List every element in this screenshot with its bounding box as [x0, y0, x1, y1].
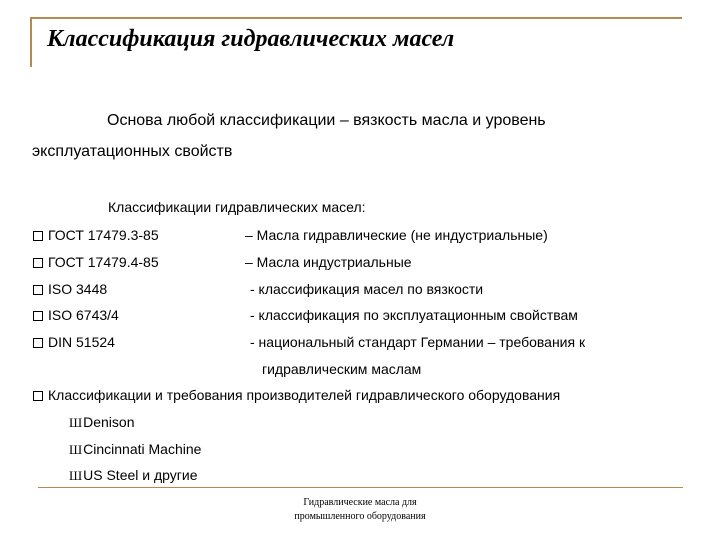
standard-description: - национальный стандарт Германии – требования к [250, 334, 586, 350]
square-bullet-icon [33, 311, 43, 321]
standard-code: ISO 6743/4 [48, 307, 119, 323]
standard-item [33, 307, 119, 323]
footer-line-2: промышленного оборудования [294, 511, 426, 522]
standard-item [33, 227, 159, 243]
standard-description-continued: гидравлическим маслам [262, 361, 422, 377]
slide-title: Классификация гидравлических масел [47, 26, 455, 52]
vendor-item [69, 467, 197, 484]
footer-line-1: Гидравлические масла для [303, 497, 417, 508]
standard-item [33, 281, 107, 297]
standard-description: – Масла гидравлические (не индустриальные) [245, 227, 548, 243]
manufacturer-requirements-item [33, 387, 560, 403]
classifications-subheading: Классификации гидравлических масел: [108, 199, 366, 215]
standard-item [33, 334, 115, 350]
square-bullet-icon [33, 285, 43, 295]
square-bullet-icon [33, 258, 43, 268]
square-bullet-icon [33, 231, 43, 241]
vendor-item [69, 441, 201, 458]
square-bullet-icon [33, 338, 43, 348]
standard-description: - классификация по эксплуатационным свойствам [250, 307, 578, 323]
standard-code: ISO 3448 [48, 281, 108, 297]
vendor-bullet-icon: Ш [69, 468, 83, 483]
vendor-bullet-icon: Ш [69, 442, 83, 457]
standard-item [33, 254, 159, 270]
standard-description: – Масла индустриальные [245, 254, 412, 270]
standard-code: ГОСТ 17479.4-85 [48, 254, 159, 270]
frame-left-line [30, 17, 32, 67]
square-bullet-icon [33, 391, 43, 401]
frame-bottom-line [38, 487, 683, 488]
frame-top-line [30, 17, 682, 19]
standard-code: DIN 51524 [48, 334, 115, 350]
manufacturer-requirements-text: Классификации и требования производителей гидравлического оборудования [48, 387, 561, 403]
vendor-name: Denison [83, 414, 135, 430]
vendor-name: Cincinnati Machine [83, 441, 202, 457]
vendor-item [69, 414, 135, 431]
intro-line-2: эксплуатационных свойств [32, 143, 233, 160]
slide-footer [0, 496, 720, 524]
vendor-bullet-icon: Ш [69, 415, 83, 430]
intro-line-1: Основа любой классификации – вязкость масла и уровень [107, 112, 546, 129]
standard-code: ГОСТ 17479.3-85 [48, 227, 159, 243]
standard-description: - классификация масел по вязкости [250, 281, 484, 297]
vendor-name: US Steel и другие [83, 467, 198, 483]
